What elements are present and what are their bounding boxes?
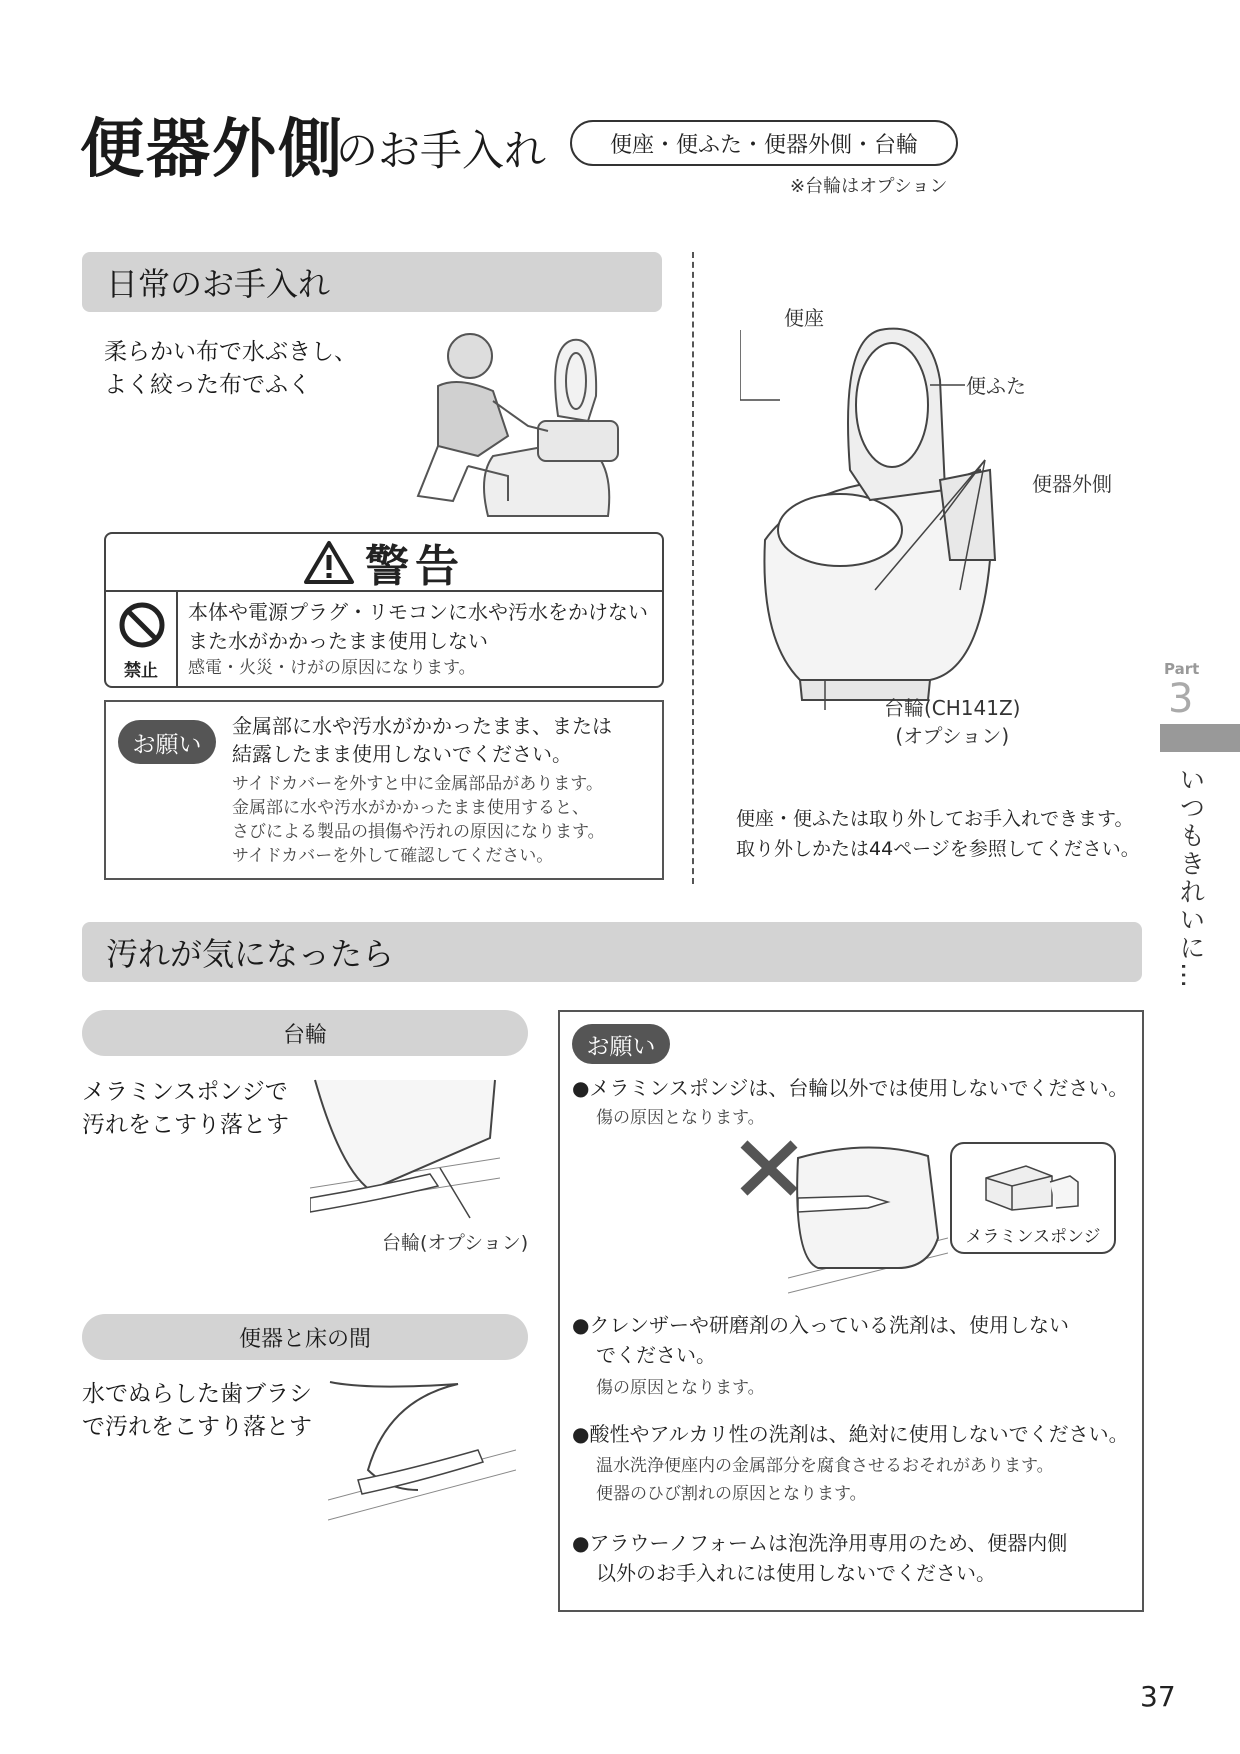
daily-text-line2: よく絞った布でふく: [104, 372, 311, 398]
section-daily-heading: 日常のお手入れ: [82, 252, 662, 312]
diagram-caption-line1: 便座・便ふたは取り外してお手入れできます。: [736, 808, 1134, 830]
warning-triangle-icon: [303, 539, 355, 585]
label-outer: 便器外側: [1032, 472, 1112, 496]
prohibit-column: [106, 592, 178, 688]
request2-bullet2: [572, 1310, 1069, 1370]
base-text: [82, 1076, 289, 1142]
warning-text: [188, 598, 658, 681]
column-divider: [692, 252, 694, 884]
page-title-suffix: のお手入れ: [336, 126, 547, 175]
label-base-line2: (オプション): [895, 724, 1010, 748]
base-option-label: 台輪(オプション): [382, 1232, 529, 1254]
label-lid: 便ふた: [966, 374, 1026, 398]
request2-bullet3-note1: 温水洗浄便座内の金属部分を腐食させるおそれがあります。: [596, 1456, 1054, 1476]
request1-notes: [232, 772, 605, 868]
toilet-sponge-illustration: [788, 1138, 948, 1298]
warning-note: 感電・火災・けがの原因になります。: [188, 658, 476, 678]
page-title: 便器外側: [80, 113, 344, 187]
floor-text: [82, 1378, 312, 1444]
prohibit-icon: [117, 600, 167, 650]
request1-note3: さびによる製品の損傷や汚れの原因になります。: [232, 822, 605, 842]
warning-heading: [106, 534, 662, 592]
request1-line2: 結露したまま使用しないでください。: [232, 742, 572, 766]
base-cleaning-illustration: [310, 1078, 500, 1222]
warning-line1: 本体や電源プラグ・リモコンに水や汚水をかけない: [188, 600, 648, 624]
warning-title: 警告: [365, 541, 465, 592]
prohibit-label: 禁止: [124, 661, 158, 681]
request1-line1: 金属部に水や汚水がかかったまま、または: [232, 714, 612, 738]
request2-bullet4: [572, 1528, 1067, 1588]
floor-cleaning-illustration: [328, 1380, 516, 1530]
base-text-line2: 汚れをこすり落とす: [82, 1112, 289, 1138]
request2-bullet3-notes: [596, 1452, 1054, 1508]
side-chapter-title: いつもきれいに…: [1175, 766, 1205, 990]
base-text-line1: メラミンスポンジで: [82, 1079, 288, 1105]
page-number: 37: [1140, 1680, 1176, 1713]
sponge-callout: [950, 1142, 1116, 1254]
wiping-illustration: [398, 326, 628, 518]
diagram-caption-line2: 取り外しかたは44ページを参照してください。: [736, 838, 1140, 860]
label-base: [884, 694, 1020, 750]
option-note: ※台輪はオプション: [790, 176, 948, 197]
request2-bullet3: ●酸性やアルカリ性の洗剤は、絶対に使用しないでください。: [572, 1422, 1129, 1446]
toilet-diagram: [740, 310, 1160, 710]
diagram-caption: [736, 804, 1140, 864]
warning-box: [104, 532, 664, 688]
daily-text-line1: 柔らかい布で水ぶきし、: [104, 339, 357, 365]
side-part-number: 3: [1168, 676, 1194, 722]
request2-bullet2-line1: ●クレンザーや研磨剤の入っている洗剤は、使用しない: [572, 1313, 1069, 1337]
request2-bullet1: ●メラミンスポンジは、台輪以外では使用しないでください。: [572, 1076, 1129, 1100]
request1-main: [232, 712, 612, 768]
side-part-label: Part: [1164, 660, 1200, 678]
sponge-label: メラミンスポンジ: [965, 1227, 1101, 1247]
request2-bullet4-line2: 以外のお手入れには使用しないでください。: [596, 1561, 996, 1585]
request1-note2: 金属部に水や汚水がかかったまま使用すると、: [232, 798, 589, 818]
subsection-floor-pill: 便器と床の間: [82, 1314, 528, 1360]
request1-note4: サイドカバーを外して確認してください。: [232, 846, 554, 866]
label-seat: 便座: [784, 306, 824, 330]
request-pill-1: お願い: [118, 720, 216, 764]
request-pill-2: お願い: [572, 1024, 670, 1064]
request2-bullet3-note2: 便器のひび割れの原因となります。: [596, 1484, 867, 1504]
sponge-icon: [982, 1156, 1082, 1212]
daily-text: [104, 336, 357, 402]
request2-bullet2-note: 傷の原因となります。: [596, 1378, 765, 1398]
scope-pill: 便座・便ふた・便器外側・台輪: [570, 120, 958, 166]
request-box-2: [558, 1010, 1144, 1612]
warning-line2: また水がかかったまま使用しない: [188, 629, 488, 653]
subsection-base-pill: 台輪: [82, 1010, 528, 1056]
request2-bullet2-line2: でください。: [596, 1343, 716, 1367]
request-box-1: [104, 700, 664, 880]
floor-text-line2: で汚れをこすり落とす: [82, 1414, 312, 1440]
request2-bullet4-line1: ●アラウーノフォームは泡洗浄用専用のため、便器内側: [572, 1531, 1068, 1555]
label-base-line1: 台輪(CH141Z): [884, 696, 1021, 720]
request1-note1: サイドカバーを外すと中に金属部品があります。: [232, 774, 603, 794]
floor-text-line1: 水でぬらした歯ブラシ: [82, 1381, 312, 1407]
request2-bullet1-note: 傷の原因となります。: [596, 1108, 765, 1128]
side-tab-bar: [1160, 724, 1240, 752]
section-dirty-heading: 汚れが気になったら: [82, 922, 1142, 982]
